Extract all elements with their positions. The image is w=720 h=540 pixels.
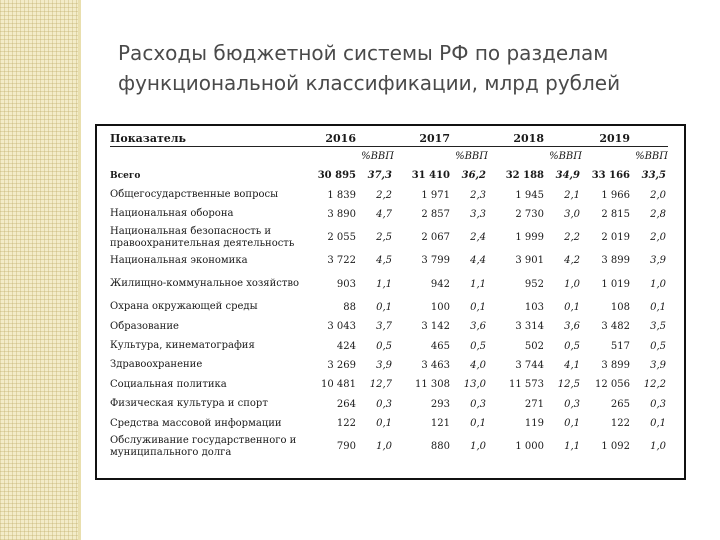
pct-gdp-cell: 3,7 (376, 321, 392, 333)
value-cell: 3 744 (515, 359, 544, 371)
pct-gdp-cell: 4,7 (376, 208, 392, 220)
value-cell: 3 043 (327, 321, 356, 333)
value-cell: 880 (430, 441, 450, 453)
pct-gdp-cell: 4,4 (470, 255, 486, 267)
row-label: Жилищно-коммунальное хозяйство (110, 278, 300, 290)
pct-gdp-cell: 0,5 (650, 340, 666, 352)
value-cell: 119 (524, 418, 544, 430)
table-row (110, 336, 668, 355)
pct-gdp-cell: 0,3 (470, 398, 486, 410)
header-year-2019: 2019 (582, 130, 630, 147)
pct-label: %ВВП (361, 151, 394, 162)
pct-subheader-row (110, 147, 668, 167)
value-cell: 3 901 (515, 255, 544, 267)
pct-gdp-cell: 4,0 (470, 359, 486, 371)
value-cell: 1 839 (327, 189, 356, 201)
pct-gdp-cell: 0,1 (376, 418, 392, 430)
row-label: Национальная экономика (110, 254, 248, 266)
table-row (110, 395, 668, 414)
value-cell: 1 092 (601, 441, 630, 453)
header-indicator: Показатель (110, 130, 300, 147)
value-cell: 271 (524, 398, 544, 410)
value-cell: 103 (524, 301, 544, 313)
pct-gdp-cell: 3,9 (650, 255, 666, 267)
pct-label: %ВВП (549, 151, 582, 162)
value-cell: 1 000 (515, 441, 544, 453)
value-cell: 1 971 (421, 189, 450, 201)
value-cell: 293 (430, 398, 450, 410)
row-label: Культура, кинематография (110, 340, 255, 352)
table-row (110, 356, 668, 375)
value-cell: 2 019 (601, 232, 630, 244)
pct-gdp-cell: 0,1 (470, 418, 486, 430)
table-frame (95, 124, 686, 480)
table-row (110, 251, 668, 270)
header-year-2017: 2017 (394, 130, 450, 147)
value-cell: 3 142 (421, 321, 450, 333)
value-cell: 952 (524, 278, 544, 290)
table-row (110, 166, 668, 185)
side-strip-edge (78, 0, 81, 540)
row-label: Здравоохранение (110, 359, 203, 371)
pct-gdp-cell: 12,5 (557, 379, 580, 391)
value-cell: 3 799 (421, 255, 450, 267)
pct-gdp-cell: 0,5 (376, 340, 392, 352)
value-cell: 3 482 (601, 321, 630, 333)
table-row (110, 433, 668, 460)
value-cell: 2 067 (421, 232, 450, 244)
pct-gdp-cell: 0,5 (564, 340, 580, 352)
pct-gdp-cell: 0,5 (470, 340, 486, 352)
pct-gdp-cell: 1,1 (376, 278, 392, 290)
table-row (110, 185, 668, 204)
value-cell: 32 188 (505, 170, 544, 182)
value-cell: 122 (610, 418, 630, 430)
value-cell: 265 (610, 398, 630, 410)
pct-gdp-cell: 3,9 (376, 359, 392, 371)
table-row (110, 205, 668, 224)
header-year-2016: 2016 (300, 130, 356, 147)
pct-label: %ВВП (635, 151, 668, 162)
pct-gdp-cell: 13,0 (463, 379, 486, 391)
value-cell: 790 (336, 441, 356, 453)
value-cell: 3 722 (327, 255, 356, 267)
pct-gdp-cell: 4,2 (564, 255, 580, 267)
pct-gdp-cell: 3,0 (564, 208, 580, 220)
table-row (110, 224, 668, 251)
pct-gdp-cell: 12,7 (369, 379, 392, 391)
pct-gdp-cell: 34,9 (555, 170, 580, 182)
table-row (110, 298, 668, 317)
value-cell: 517 (610, 340, 630, 352)
pct-gdp-cell: 3,6 (564, 321, 580, 333)
row-label: Национальная оборона (110, 208, 234, 220)
row-label: Физическая культура и спорт (110, 398, 268, 410)
pct-gdp-cell: 1,0 (650, 441, 666, 453)
pct-gdp-cell: 0,3 (650, 398, 666, 410)
value-cell: 3 899 (601, 255, 630, 267)
value-cell: 121 (430, 418, 450, 430)
value-cell: 3 890 (327, 208, 356, 220)
value-cell: 1 945 (515, 189, 544, 201)
pct-gdp-cell: 0,1 (564, 301, 580, 313)
value-cell: 2 055 (327, 232, 356, 244)
pct-gdp-cell: 0,1 (376, 301, 392, 313)
pct-gdp-cell: 4,5 (376, 255, 392, 267)
value-cell: 12 056 (595, 379, 630, 391)
value-cell: 88 (343, 301, 356, 313)
header-year-2018: 2018 (488, 130, 544, 147)
row-label: Национальная безопасность и правоохранительная деятельность (110, 225, 295, 249)
value-cell: 3 269 (327, 359, 356, 371)
value-cell: 1 999 (515, 232, 544, 244)
value-cell: 1 966 (601, 189, 630, 201)
pct-gdp-cell: 0,1 (650, 301, 666, 313)
pct-gdp-cell: 2,8 (650, 208, 666, 220)
pct-gdp-cell: 3,3 (470, 208, 486, 220)
pct-gdp-cell: 1,0 (470, 441, 486, 453)
pct-gdp-cell: 3,6 (470, 321, 486, 333)
row-label: Всего (110, 170, 141, 181)
pct-gdp-cell: 2,0 (650, 232, 666, 244)
value-cell: 3 899 (601, 359, 630, 371)
table-header-row (110, 130, 668, 147)
pct-gdp-cell: 1,1 (470, 278, 486, 290)
value-cell: 10 481 (321, 379, 356, 391)
value-cell: 942 (430, 278, 450, 290)
pct-gdp-cell: 0,3 (376, 398, 392, 410)
value-cell: 108 (610, 301, 630, 313)
value-cell: 264 (336, 398, 356, 410)
pct-gdp-cell: 1,0 (564, 278, 580, 290)
value-cell: 11 573 (509, 379, 544, 391)
pct-gdp-cell: 2,2 (376, 189, 392, 201)
pct-gdp-cell: 1,0 (376, 441, 392, 453)
pct-gdp-cell: 36,2 (461, 170, 486, 182)
value-cell: 30 895 (317, 170, 356, 182)
pct-gdp-cell: 0,1 (470, 301, 486, 313)
row-label: Общегосударственные вопросы (110, 189, 279, 201)
pct-gdp-cell: 1,1 (564, 441, 580, 453)
pct-gdp-cell: 33,5 (641, 170, 666, 182)
value-cell: 502 (524, 340, 544, 352)
pct-gdp-cell: 2,3 (470, 189, 486, 201)
slide-title: Расходы бюджетной системы РФ по разделам функциональной классификации, млрд рублей (118, 41, 621, 95)
pct-gdp-cell: 0,3 (564, 398, 580, 410)
value-cell: 465 (430, 340, 450, 352)
pct-gdp-cell: 0,1 (564, 418, 580, 430)
value-cell: 2 730 (515, 208, 544, 220)
row-label: Средства массовой информации (110, 417, 282, 429)
value-cell: 33 166 (591, 170, 630, 182)
budget-table (110, 130, 668, 460)
pct-gdp-cell: 2,2 (564, 232, 580, 244)
pct-gdp-cell: 2,0 (650, 189, 666, 201)
pct-gdp-cell: 2,4 (470, 232, 486, 244)
value-cell: 1 019 (601, 278, 630, 290)
value-cell: 2 857 (421, 208, 450, 220)
pct-label: %ВВП (455, 151, 488, 162)
table-row (110, 375, 668, 394)
value-cell: 122 (336, 418, 356, 430)
value-cell: 31 410 (411, 170, 450, 182)
value-cell: 3 314 (515, 321, 544, 333)
pct-gdp-cell: 4,1 (564, 359, 580, 371)
table-row (110, 414, 668, 433)
pct-gdp-cell: 3,5 (650, 321, 666, 333)
pct-gdp-cell: 2,1 (564, 189, 580, 201)
table-row (110, 271, 668, 298)
pct-gdp-cell: 0,1 (650, 418, 666, 430)
table-row (110, 317, 668, 336)
pct-gdp-cell: 2,5 (376, 232, 392, 244)
pct-gdp-cell: 1,0 (650, 278, 666, 290)
pct-gdp-cell: 3,9 (650, 359, 666, 371)
decorative-side-strip (0, 0, 78, 540)
row-label: Обслуживание государственного и муниципального долга (110, 434, 297, 458)
value-cell: 3 463 (421, 359, 450, 371)
value-cell: 903 (336, 278, 356, 290)
value-cell: 2 815 (601, 208, 630, 220)
row-label: Образование (110, 320, 179, 332)
row-label: Социальная политика (110, 378, 227, 390)
value-cell: 11 308 (415, 379, 450, 391)
row-label: Охрана окружающей среды (110, 301, 258, 313)
value-cell: 100 (430, 301, 450, 313)
value-cell: 424 (336, 340, 356, 352)
pct-gdp-cell: 37,3 (367, 170, 392, 182)
pct-gdp-cell: 12,2 (643, 379, 666, 391)
